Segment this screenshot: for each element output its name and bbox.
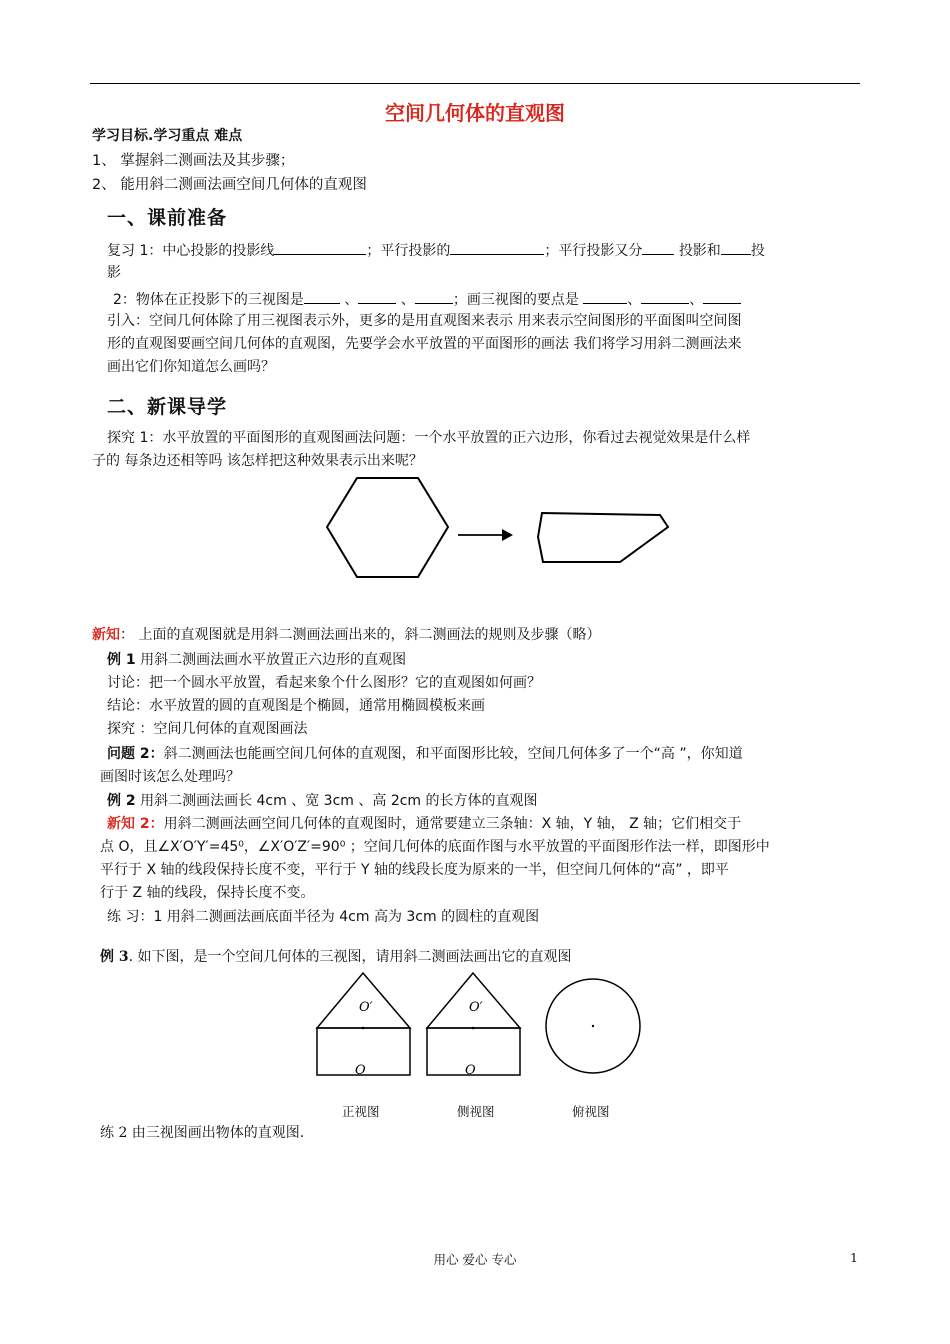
explore-1-line: 子的 每条边还相等吗 该怎样把这种效果表示出来呢？ [92,453,423,469]
fill-blank [415,289,453,304]
fill-blank [358,289,396,304]
section-heading-1: 一、课前准备 [107,207,228,229]
question-2-cont: 画图时该怎么处理吗？ [100,769,240,785]
fill-blank [304,289,340,304]
question-label: 问题 2： [107,746,164,762]
example-text: . 如下图，是一个空间几何体的三视图，请用斜二测画法画出它的直观图 [128,949,572,965]
intro-line: 形的直观图要画空间几何体的直观图，先要学会水平放置的平面图形的画法 我们将学习用斜二测画法来 [107,336,742,352]
section-heading-2: 二、新课导学 [107,396,228,418]
explore-2: 探究 ：空间几何体的直观图画法 [107,721,308,737]
o-prime-label: O′ [359,1000,373,1015]
review-2: 2：物体在正投影下的三视图是 、 、 ；画三视图的要点是 、 、 [113,289,741,310]
new-knowledge-text: 用斜二测画法画空间几何体的直观图时，通常要建立三条轴：X 轴，Y 轴， Z 轴；它们相交于 [163,816,742,832]
header-rule [90,83,860,84]
review-2-text: ；画三视图的要点是 [452,292,579,308]
arrow-head-icon [502,529,513,541]
review-1-text: 投影和 [678,243,721,259]
practice-2: 练 2 由三视图画出物体的直观图. [100,1125,305,1141]
example-label: 例 1 [107,652,136,668]
o-label: O [465,1063,476,1078]
fill-blank [450,240,544,255]
new-knowledge-1 [92,625,600,645]
example-1 [107,650,406,670]
review-1-text: ；平行投影的 [366,243,451,259]
review-2-text: 2：物体在正投影下的三视图是 [113,292,304,308]
discussion: 讨论：把一个圆水平放置，看起来象个什么图形？它的直观图如何画？ [107,675,541,691]
review-1-text: ；平行投影又分 [544,243,643,259]
new-knowledge-2-line: 行于 Z 轴的线段，保持长度不变。 [100,885,315,901]
review-1-cont: 影 [107,265,121,281]
new-knowledge-2-line: 点 O，且∠X′O′Y′=45⁰，∠X′O′Z′=90⁰ ；空间几何体的底面作图与水平放置的平面图形作法一样，即图形中 [100,839,770,855]
new-knowledge-text: ： 上面的直观图就是用斜二测画法画出来的，斜二测画法的规则及步骤（略） [120,627,601,643]
explore-1-line: 探究 1：水平放置的平面图形的直观图画法问题：一个水平放置的正六边形，你看过去视觉效果是什么样 [107,430,751,446]
o-prime-label: O′ [469,1000,483,1015]
example-label: 例 2 [107,793,136,809]
intro-line: 画出它们你知道怎么画吗？ [107,359,275,375]
new-knowledge-label: 新知 [92,627,120,643]
goal-item: 2、 能用斜二测画法画空间几何体的直观图 [92,177,367,193]
fill-blank [274,240,366,255]
hexagon-diagram [330,475,680,585]
page-title: 空间几何体的直观图 [385,101,565,125]
three-view-diagram [315,970,645,1080]
caption-top-view: 俯视图 [572,1104,610,1119]
fill-blank [583,289,627,304]
fill-blank [703,289,741,304]
question-text: 斜二测画法也能画空间几何体的直观图，和平面图形比较，空间几何体多了一个“高 ”，你知道 [163,746,743,762]
new-knowledge-2-line: 平行于 X 轴的线段保持长度不变，平行于 Y 轴的线段长度为原来的一半，但空间几何体的“高” ，即平 [100,862,729,878]
example-3 [100,947,572,967]
conclusion: 结论：水平放置的圆的直观图是个椭圆，通常用椭圆模板来画 [107,698,485,714]
caption-side-view: 侧视图 [457,1104,495,1119]
example-label: 例 3 [100,949,129,965]
intro-line: 引入：空间几何体除了用三视图表示外，更多的是用直观图来表示 用来表示空间图形的平面图叫空间图 [107,313,742,329]
review-1 [107,240,765,261]
example-text: 用斜二测画法画水平放置正六边形的直观图 [140,652,407,668]
fill-blank [721,240,751,255]
example-2 [107,791,538,811]
review-1-text: 复习 1：中心投影的投影线 [107,243,275,259]
o-label: O [355,1063,366,1078]
regular-hexagon [327,478,448,577]
side-view [427,973,520,1078]
caption-front-view: 正视图 [342,1104,380,1119]
goal-item: 1、 掌握斜二测画法及其步骤； [92,153,295,169]
practice-1: 练 习：1 用斜二测画法画底面半径为 4cm 高为 3cm 的圆柱的直观图 [107,909,540,925]
front-view [317,973,410,1078]
fill-blank [642,240,674,255]
review-1-text: 投 [750,243,765,259]
question-2 [107,744,743,764]
footer-text: 用心 爱心 专心 [433,1252,517,1267]
new-knowledge-label: 新知 2： [107,816,164,832]
goals-heading: 学习目标.学习重点 难点 [92,128,243,144]
oblique-hexagon [538,513,668,562]
page-number: 1 [850,1250,858,1265]
top-view [546,979,640,1073]
new-knowledge-2 [107,814,741,834]
example-text: 用斜二测画法画长 4cm 、宽 3cm 、高 2cm 的长方体的直观图 [140,793,538,809]
fill-blank [641,289,689,304]
